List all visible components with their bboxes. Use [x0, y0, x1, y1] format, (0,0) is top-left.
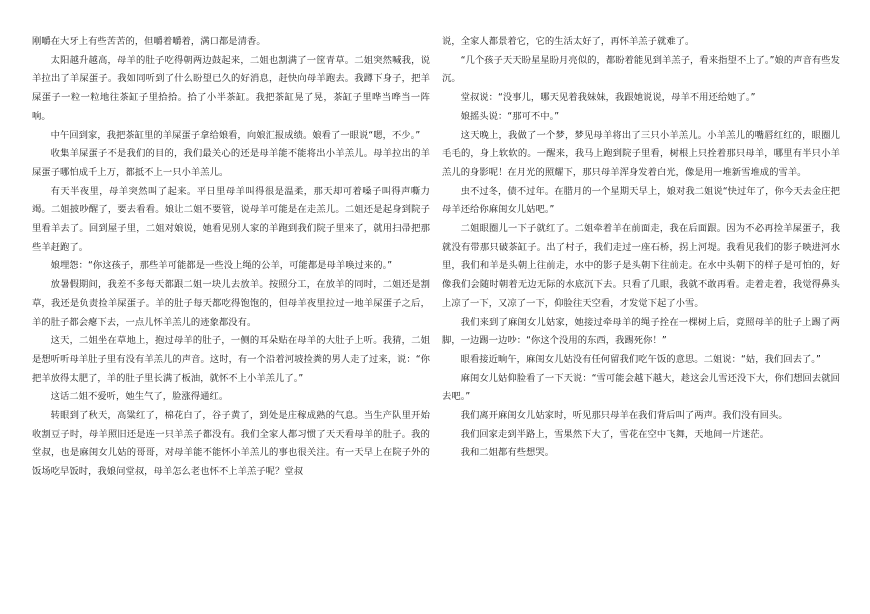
right-column [442, 33, 840, 463]
paragraph: 刚嚼在大牙上有些苦苦的，但嚼着嚼着，满口都是清香。 [32, 36, 266, 47]
paragraph: 这话二姐不爱听，她生气了，脸涨得通红。 [50, 391, 229, 403]
paragraph: 虫不过冬，债不过年。在腊月的一个星期天早上，娘对我二姐说“快过年了，你今天去金庄把母羊还给你麻闺女儿姑吧。” [442, 185, 840, 216]
paragraph: 娘摇头说：“那可不中。” [460, 110, 560, 122]
paragraph: 娘埋怨：“你这孩子，那些羊可能都是一些没上绳的公羊，可能都是母羊唤过来的。” [50, 260, 393, 272]
paragraph: 二姐眼圈儿一下子就红了。二姐牵着羊在前面走，我在后面跟。因为不必再捡羊屎蛋子，我就没有带那只破茶缸子。出了村子，我们走过一座石桥，拐上河堤。我看见我们的影子映进河水里，我们和羊是头朝上往前走，水中的影子是头朝下往前走。在水中头朝下的样子是可怕的，好像我们会随时朝着无边无际的水底沉下去。只看了几眼，我就不敢再看。走着走着，我觉得鼻头上凉了一下，又凉了一下，仰脸往天空看，才发觉下起了小雪。 [442, 223, 840, 309]
left-column [32, 33, 430, 482]
paragraph: “几个孩子天天盼星星盼月亮似的，都盼着能见到羊羔子，看来指望不上了。”娘的声音有些发沉。 [442, 54, 840, 85]
paragraph: 眼看接近晌午，麻闺女儿姑没有任何留我们吃午饭的意思。二姐说：“姑，我们回去了。” [460, 353, 821, 365]
paragraph: 我们回家走到半路上，雪果然下大了，雪花在空中飞舞，天地间一片迷茫。 [460, 428, 770, 440]
paragraph: 我和二姐都有些想哭。 [460, 447, 555, 459]
paragraph: 转眼到了秋天，高粱红了，棉花白了，谷子黄了，到处是庄稼成熟的气息。当生产队里开始收割豆子时，母羊照旧还是连一只羊羔子都没有。我们全家人都习惯了天天看母羊的肚子。我的堂叔，也是麻闺女儿姑的哥哥，对母羊能不能怀小羊羔儿的事也很关注。有一天早上在院子外的饭场吃早饭时，我娘问堂叔，母羊怎么老也怀不上羊羔子呢？堂叔 [32, 410, 430, 478]
paragraph: 我们来到了麻闺女儿姑家，她接过牵母羊的绳子拴在一棵树上后，竟照母羊的肚子上踢了两脚，一边踢一边吵：“你这个没用的东西，我踢死你！” [442, 316, 840, 347]
paragraph: 中午回到家，我把茶缸里的羊屎蛋子拿给娘看，向娘汇报成绩。娘看了一眼说“嗯，不少。” [50, 129, 421, 141]
paragraph: 有天半夜里，母羊突然叫了起来。平日里母羊叫得很是温柔，那天却可着嗓子叫得声嘶力竭。二姐披吵醒了，要去看看。娘让二姐不要管，说母羊可能是在走羔儿。二姐还是起身到院子里看羊去了。回到屋子里，二姐对娘说，她看见别人家的羊跑到我们院子里来了，就用扫帚把那些羊赶跑了。 [32, 185, 430, 253]
paragraph: 堂叔说：“没事儿，哪天见着我妹妹，我跟她说说，母羊不用还给她了。” [460, 92, 756, 104]
paragraph: 麻闺女儿姑仰脸看了一下天说：“雪可能会越下越大，趁这会儿雪还没下大，你们想回去就回去吧。” [442, 372, 840, 403]
paragraph: 这天晚上，我做了一个梦，梦见母羊将出了三只小羊羔儿。小羊羔儿的嘴唇红红的，眼圈儿毛毛的，身上软软的。一醒来，我马上跑到院子里看，树根上只拴着那只母羊，哪里有半只小羊羔儿的身影呢！在月光的照耀下，那只母羊浑身发着白光，像是用一堆新雪堆成的雪羊。 [442, 129, 840, 178]
paragraph: 收集羊屎蛋子不是我们的目的，我们最关心的还是母羊能不能将出小羊羔儿。母羊拉出的羊屎蛋子哪怕成千上万，都抵不上一只小羊羔儿。 [32, 148, 430, 178]
paragraph: 太阳越升越高，母羊的肚子吃得朝两边鼓起来，二姐也割满了一筐青草。二姐突然喊我，说羊拉出了羊屎蛋子。我如同听到了什么盼望已久的好消息，赶快向母羊跑去。我蹲下身子，把羊屎蛋子一粒一粒地往茶缸子里拾拾。拾了小半茶缸。我把茶缸晃了晃，茶缸子里哗当哗当一阵响。 [32, 54, 430, 122]
paragraph: 说，全家人都景着它，它的生活太好了，再怀羊羔子就难了。 [442, 36, 695, 47]
paragraph: 这天，二姐坐在草地上，抱过母羊的肚子，一侧的耳朵贴在母羊的大肚子上听。我猜，二姐是想听听母羊肚子里有没有羊羔儿的声音。这时，有一个沿着河坡捡粪的男人走了过来，说：“你把羊放得太肥了，羊的肚子里长满了板油，就怀不上小羊羔儿了。” [32, 335, 430, 384]
paragraph: 我们离开麻闺女儿姑家时，听见那只母羊在我们背后叫了两声。我们没有回头。 [460, 410, 788, 422]
paragraph: 放暑假期间，我差不多每天都跟二姐一块儿去放羊。按照分工，在放羊的同时，二姐还是割草，我还是负责捡羊屎蛋子。羊的肚子每天都吃得饱饱的，但母羊夜里拉过一地羊屎蛋子之后，羊的肚子都会瘪下去，一点儿怀羊羔儿的迹象都没有。 [32, 279, 430, 328]
